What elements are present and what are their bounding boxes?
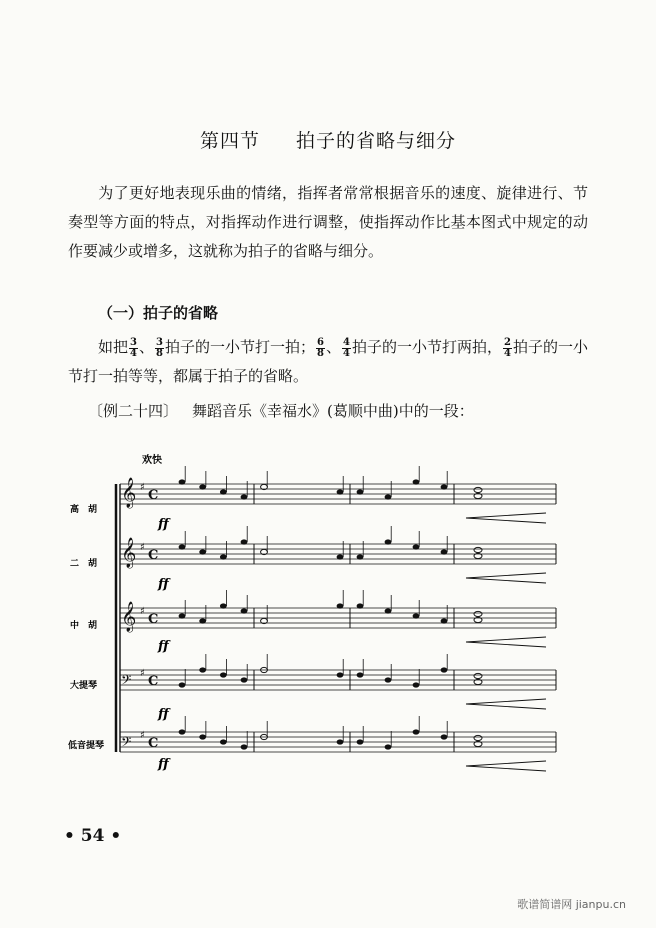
note-head <box>441 484 448 489</box>
note-head <box>385 539 392 544</box>
note-head <box>199 549 206 554</box>
omission-text-3: 拍子的一小节打两拍， <box>351 338 502 356</box>
key-signature-sharp: ♯ <box>140 730 145 741</box>
section-heading: 拍子的省略与细分 <box>296 130 457 152</box>
time-signature-c: C <box>148 612 159 627</box>
score-tempo: 欢快 <box>142 455 162 466</box>
note-head <box>241 608 248 613</box>
treble-clef: 𝄞 <box>121 538 137 568</box>
key-signature-sharp: ♯ <box>140 542 145 553</box>
note-head <box>199 484 206 489</box>
note-head <box>441 618 448 623</box>
treble-clef: 𝄞 <box>121 478 137 508</box>
whole-note <box>474 487 482 492</box>
note-head <box>413 729 420 734</box>
note-head <box>413 544 420 549</box>
time-signature-fraction: $\frac{3}{4}$ <box>130 336 137 359</box>
section-title <box>0 126 656 153</box>
example-text: 舞蹈音乐《幸福水》(葛顺中曲)中的一段： <box>192 402 474 420</box>
note-head <box>337 672 344 677</box>
note-head <box>179 729 186 734</box>
instrument-label-cello: 大提琴 <box>70 681 98 691</box>
hairpin <box>466 704 546 709</box>
note-head <box>357 489 364 494</box>
note-head <box>441 734 448 739</box>
section-number: 第四节 <box>199 130 260 152</box>
subheading: （一）拍子的省略 <box>98 304 219 322</box>
note-head <box>413 613 420 618</box>
time-signature-fraction: $\frac{4}{4}$ <box>342 336 350 359</box>
omission-text-1: 如把 <box>98 338 129 356</box>
dynamic-mark: ff <box>158 517 169 532</box>
hairpin <box>466 513 546 518</box>
hairpin <box>466 642 546 647</box>
whole-note <box>474 673 482 678</box>
hairpin <box>466 573 546 578</box>
note-head <box>241 744 248 749</box>
dynamic-mark: ff <box>158 639 169 654</box>
dynamic-mark: ff <box>158 577 169 592</box>
time-signature-fraction: $\frac{2}{4}$ <box>503 336 511 359</box>
treble-clef: 𝄞 <box>121 602 137 632</box>
note-head <box>385 677 392 682</box>
note-head <box>220 603 227 608</box>
note-head <box>241 677 248 682</box>
hairpin <box>466 766 546 771</box>
hairpin <box>466 637 546 642</box>
hairpin <box>466 518 546 523</box>
time-signature-c: C <box>148 548 159 563</box>
example-label: 〔例二十四〕 <box>88 402 179 420</box>
note-head <box>199 618 206 623</box>
note-head <box>199 734 206 739</box>
note-head <box>337 603 344 608</box>
instrument-label-zhonghu: 中 胡 <box>70 621 98 631</box>
note-head <box>357 554 364 559</box>
omission-paragraph: 如把 $\frac{3}{4}$ 、 $\frac{3}{8}$ 拍子的一小节打一拍； $\frac{6}{8}$ 、 $\frac{4}{4}$ 拍子的一小节打两拍， $\frac{2}{4}$ 拍子的一小节打一拍等等，都属于拍子的省略。 <box>68 336 588 385</box>
hairpin <box>466 699 546 704</box>
omission-text-2: 拍子的一小节打一拍； <box>164 338 315 356</box>
note-head <box>413 479 420 484</box>
note-head <box>220 489 227 494</box>
note-head <box>413 682 420 687</box>
time-signature-fraction: $\frac{6}{8}$ <box>317 336 324 359</box>
hairpin <box>466 578 546 583</box>
note-head <box>220 554 227 559</box>
example-caption <box>88 400 474 421</box>
note-head <box>220 739 227 744</box>
hairpin <box>466 761 546 766</box>
instrument-label-erhu: 二 胡 <box>70 559 98 569</box>
watermark: 歌谱简谱网 jianpu.cn <box>517 898 626 911</box>
whole-note <box>474 547 482 552</box>
whole-note <box>474 735 482 740</box>
page-number: • 54 • <box>64 826 122 846</box>
time-signature-c: C <box>148 488 159 503</box>
note-head <box>385 744 392 749</box>
dynamic-mark: ff <box>158 707 169 722</box>
key-signature-sharp: ♯ <box>140 482 145 493</box>
note-head <box>241 539 248 544</box>
note-head <box>337 554 344 559</box>
whole-note <box>474 611 482 616</box>
note-head <box>357 603 364 608</box>
note-head <box>179 544 186 549</box>
time-signature-c: C <box>148 736 159 751</box>
instrument-label-bass: 低音提琴 <box>68 741 105 751</box>
note-head <box>241 494 248 499</box>
note-head <box>441 549 448 554</box>
note-head <box>337 489 344 494</box>
note-head <box>357 739 364 744</box>
bass-clef: 𝄢 <box>121 734 132 753</box>
note-head <box>357 672 364 677</box>
note-head <box>179 682 186 687</box>
note-head <box>220 672 227 677</box>
note-head <box>385 494 392 499</box>
instrument-label-gaohu: 高 胡 <box>70 505 98 515</box>
omission-text-4: 拍子的一小节打一拍等等，都属于拍子的省略。 <box>68 338 588 385</box>
music-score <box>68 448 568 800</box>
intro-paragraph <box>68 179 588 266</box>
dynamic-mark: ff <box>158 757 169 772</box>
note-head <box>179 613 186 618</box>
time-signature-fraction: $\frac{3}{8}$ <box>156 336 163 359</box>
note-head <box>337 739 344 744</box>
note-head <box>441 667 448 672</box>
time-signature-c: C <box>148 674 159 689</box>
key-signature-sharp: ♯ <box>140 668 145 679</box>
bass-clef: 𝄢 <box>121 672 132 691</box>
intro-paragraph-text: 为了更好地表现乐曲的情绪，指挥者常常根据音乐的速度、旋律进行、节奏型等方面的特点，对指挥动作进行调整，使指挥动作比基本图式中规定的动作要减少或增多，这就称为拍子的省略与细分。 <box>68 184 588 260</box>
note-head <box>179 479 186 484</box>
key-signature-sharp: ♯ <box>140 606 145 617</box>
note-head <box>199 667 206 672</box>
note-head <box>385 608 392 613</box>
